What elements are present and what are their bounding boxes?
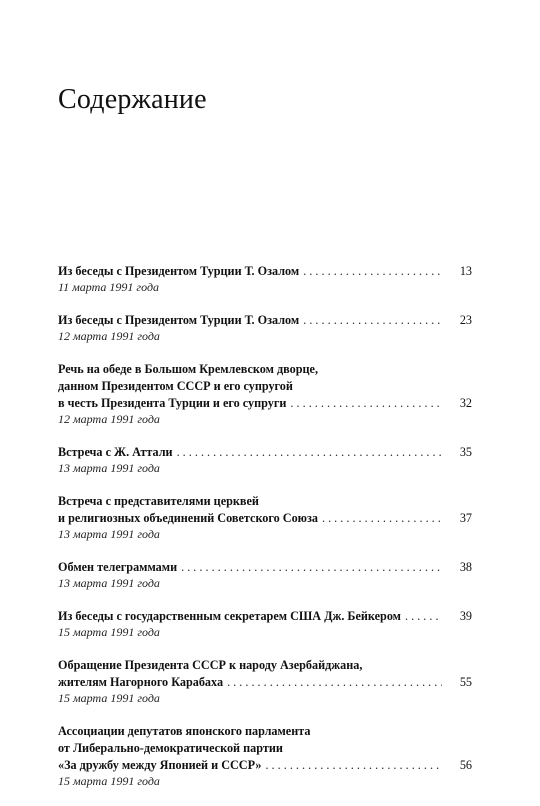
toc-page-number: 38	[459, 560, 472, 574]
toc-entry-title: Встреча с Ж. Аттали	[58, 445, 173, 459]
toc-entry-title-line: данном Президентом СССР и его супругой	[58, 379, 293, 393]
toc-entry-date: 13 марта 1991 года	[58, 461, 160, 475]
page-title: Содержание	[58, 84, 207, 115]
toc-entry-title: Из беседы с Президентом Турции Т. Озалом	[58, 264, 300, 278]
toc-entry-date: 15 марта 1991 года	[58, 625, 160, 639]
toc-entry[interactable]	[58, 361, 472, 427]
toc-entry-title: Из беседы с Президентом Турции Т. Озалом	[58, 313, 300, 327]
dot-leader	[405, 608, 442, 625]
dot-leader	[322, 510, 442, 527]
dot-leader	[290, 395, 442, 412]
toc-entry-title: «За дружбу между Японией и СССР»	[58, 758, 262, 772]
toc-entry-title: и религиозных объединений Советского Союза	[58, 511, 318, 525]
dot-leader	[227, 674, 442, 691]
dot-leader	[303, 263, 442, 280]
toc-entry-title: Обмен телеграммами	[58, 560, 178, 574]
toc-entry[interactable]	[58, 723, 472, 789]
toc-entry-date: 13 марта 1991 года	[58, 576, 160, 590]
toc-entry[interactable]	[58, 312, 472, 344]
toc-entry-title: Из беседы с государственным секретарем США Дж. Бейкером	[58, 609, 401, 623]
toc-entry-date: 15 марта 1991 года	[58, 691, 160, 705]
toc-entry-date: 12 марта 1991 года	[58, 329, 160, 343]
toc-entry-title-line: Встреча с представителями церквей	[58, 494, 259, 508]
dot-leader	[177, 444, 442, 461]
toc-entry-date: 12 марта 1991 года	[58, 412, 160, 426]
dot-leader	[265, 757, 442, 774]
toc-page-number: 55	[459, 675, 472, 689]
dot-leader	[181, 559, 442, 576]
toc-entry[interactable]	[58, 559, 472, 591]
toc-page-number: 32	[459, 396, 472, 410]
toc-entry-title-line: Речь на обеде в Большом Кремлевском дворце,	[58, 362, 319, 376]
table-of-contents	[58, 263, 472, 806]
toc-entry[interactable]	[58, 657, 472, 706]
toc-entry[interactable]	[58, 444, 472, 476]
toc-page-number: 23	[459, 313, 472, 327]
toc-entry[interactable]	[58, 608, 472, 640]
toc-entry-title: в честь Президента Турции и его супруги	[58, 396, 287, 410]
toc-entry-title-line: от Либерально-демократической партии	[58, 741, 283, 755]
toc-page-number: 13	[459, 264, 472, 278]
toc-page-number: 37	[459, 511, 472, 525]
toc-entry-title-line: Обращение Президента СССР к народу Азербайджана,	[58, 658, 363, 672]
toc-page-number: 39	[459, 609, 472, 623]
dot-leader	[303, 312, 442, 329]
toc-entry-title: жителям Нагорного Карабаха	[58, 675, 224, 689]
toc-entry-date: 15 марта 1991 года	[58, 774, 160, 788]
toc-entry[interactable]	[58, 263, 472, 295]
toc-entry[interactable]	[58, 493, 472, 542]
toc-entry-date: 11 марта 1991 года	[58, 280, 160, 294]
toc-entry-date: 13 марта 1991 года	[58, 527, 160, 541]
toc-page-number: 35	[459, 445, 472, 459]
toc-entry-title-line: Ассоциации депутатов японского парламента	[58, 724, 311, 738]
toc-page-number: 56	[459, 758, 472, 772]
